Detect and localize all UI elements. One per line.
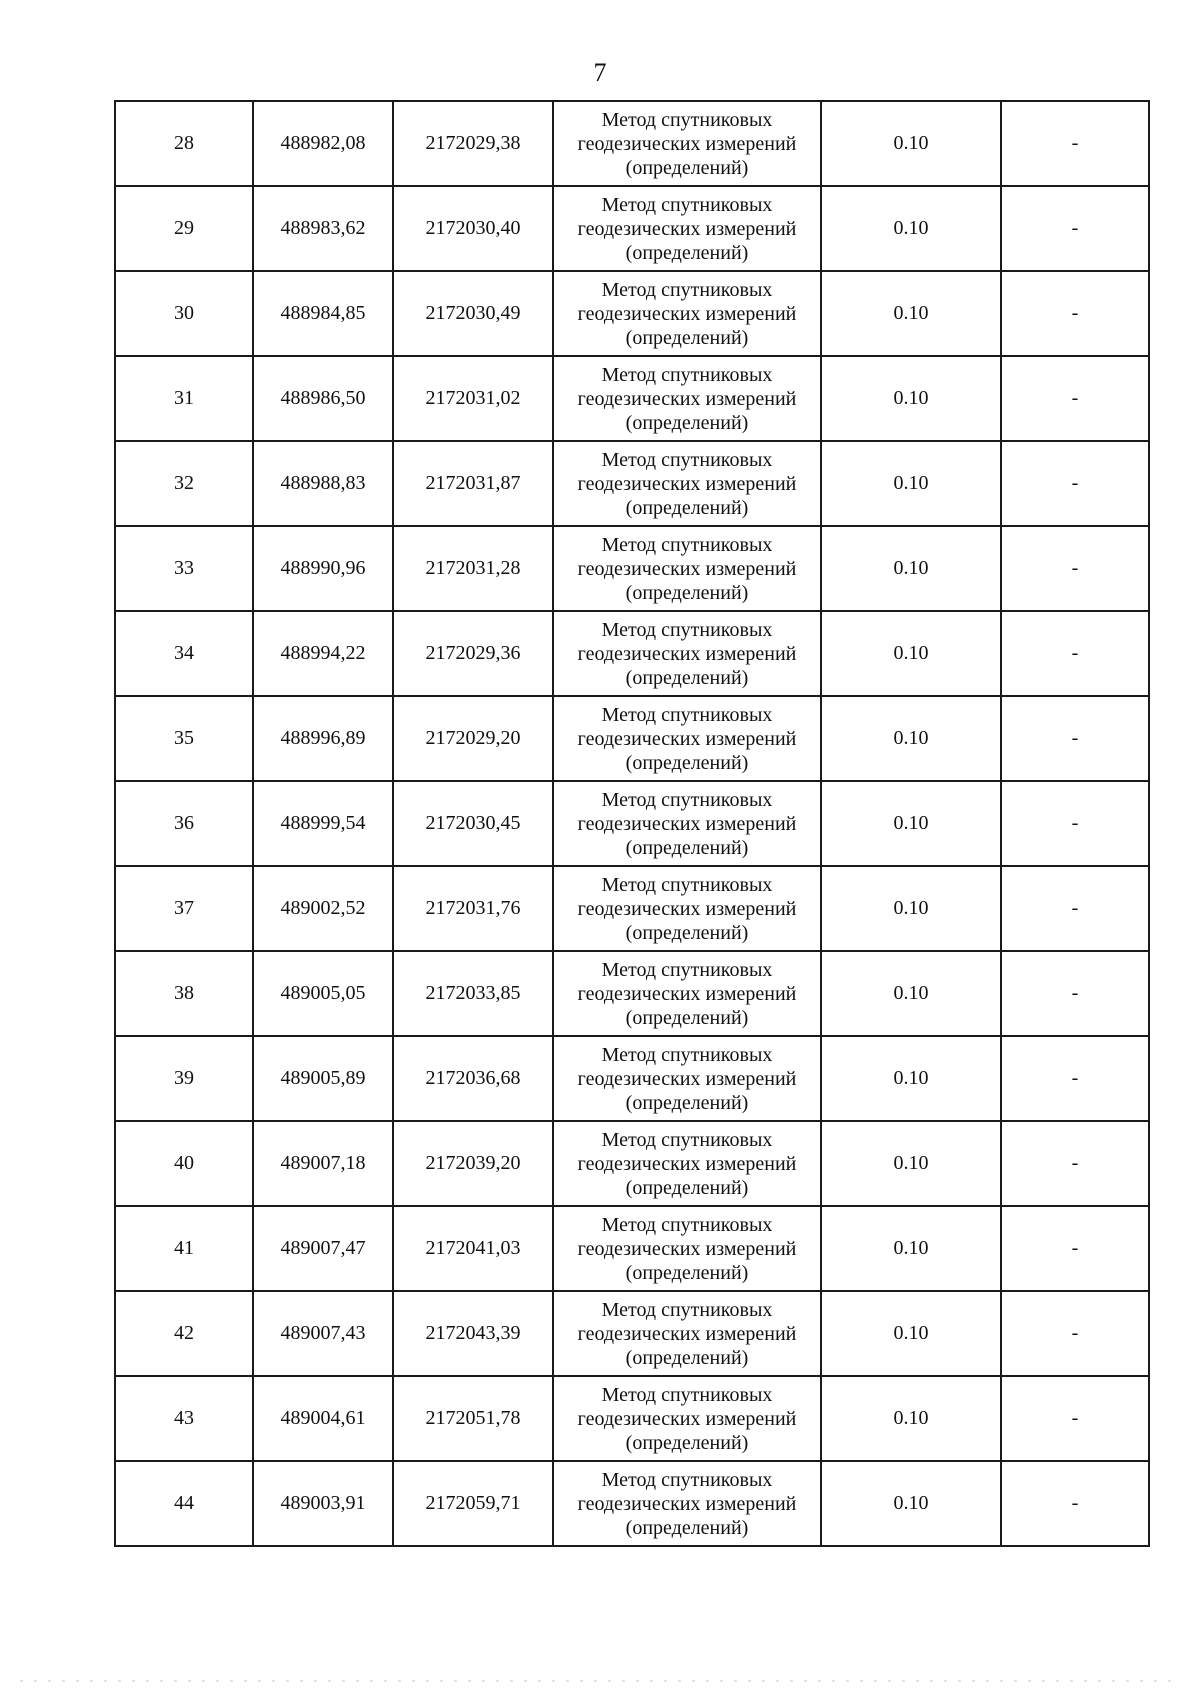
page-number: 7 [593,58,607,87]
method-line: Метод спутниковых [601,363,773,386]
point-number-cell: 28 [115,101,253,186]
accuracy-cell: 0.10 [821,781,1001,866]
point-number-cell: 37 [115,866,253,951]
method-line: Метод спутниковых [601,618,773,641]
accuracy-cell: 0.10 [821,1376,1001,1461]
x-coordinate-cell: 488990,96 [253,526,393,611]
method-line: (определений) [625,326,749,349]
method-cell [553,1291,821,1376]
method-cell [553,781,821,866]
x-coordinate-cell: 488986,50 [253,356,393,441]
note-cell: - [1001,441,1149,526]
note-cell: - [1001,1461,1149,1546]
x-coordinate-cell: 489005,05 [253,951,393,1036]
accuracy-cell: 0.10 [821,696,1001,781]
table-row [115,356,1149,441]
y-coordinate-cell: 2172059,71 [393,1461,553,1546]
method-line: Метод спутниковых [601,1468,773,1491]
table-row [115,1291,1149,1376]
accuracy-cell: 0.10 [821,356,1001,441]
x-coordinate-cell: 488999,54 [253,781,393,866]
method-line: геодезических измерений [577,387,797,410]
x-coordinate-cell: 488982,08 [253,101,393,186]
table-row [115,696,1149,781]
y-coordinate-cell: 2172030,40 [393,186,553,271]
method-line: геодезических измерений [577,897,797,920]
method-line: (определений) [625,666,749,689]
method-cell [553,951,821,1036]
method-line: Метод спутниковых [601,1383,773,1406]
note-cell: - [1001,1291,1149,1376]
method-line: геодезических измерений [577,982,797,1005]
point-number-cell: 35 [115,696,253,781]
method-line: геодезических измерений [577,1067,797,1090]
y-coordinate-cell: 2172036,68 [393,1036,553,1121]
point-number-cell: 29 [115,186,253,271]
method-line: Метод спутниковых [601,108,773,131]
method-line: геодезических измерений [577,1407,797,1430]
y-coordinate-cell: 2172041,03 [393,1206,553,1291]
method-line: геодезических измерений [577,132,797,155]
point-number-cell: 36 [115,781,253,866]
method-line: (определений) [625,156,749,179]
method-line: Метод спутниковых [601,533,773,556]
method-cell [553,611,821,696]
x-coordinate-cell: 489007,18 [253,1121,393,1206]
accuracy-cell: 0.10 [821,1036,1001,1121]
table-row [115,441,1149,526]
x-coordinate-cell: 489007,47 [253,1206,393,1291]
method-line: (определений) [625,1006,749,1029]
method-line: геодезических измерений [577,812,797,835]
scan-artifact-line [20,1680,1180,1682]
accuracy-cell: 0.10 [821,186,1001,271]
point-number-cell: 34 [115,611,253,696]
accuracy-cell: 0.10 [821,951,1001,1036]
accuracy-cell: 0.10 [821,1291,1001,1376]
x-coordinate-cell: 489003,91 [253,1461,393,1546]
table-row [115,186,1149,271]
method-line: (определений) [625,751,749,774]
table-row [115,271,1149,356]
y-coordinate-cell: 2172043,39 [393,1291,553,1376]
point-number-cell: 41 [115,1206,253,1291]
x-coordinate-cell: 489005,89 [253,1036,393,1121]
method-line: Метод спутниковых [601,1128,773,1151]
note-cell: - [1001,186,1149,271]
method-line: Метод спутниковых [601,1213,773,1236]
method-line: Метод спутниковых [601,448,773,471]
y-coordinate-cell: 2172029,20 [393,696,553,781]
method-line: Метод спутниковых [601,788,773,811]
method-line: (определений) [625,1261,749,1284]
method-line: (определений) [625,921,749,944]
note-cell: - [1001,696,1149,781]
method-cell [553,1376,821,1461]
y-coordinate-cell: 2172031,76 [393,866,553,951]
method-cell [553,866,821,951]
method-line: геодезических измерений [577,302,797,325]
accuracy-cell: 0.10 [821,1461,1001,1546]
note-cell: - [1001,271,1149,356]
method-line: геодезических измерений [577,1237,797,1260]
coordinates-table-body [115,101,1149,1546]
method-line: геодезических измерений [577,1492,797,1515]
point-number-cell: 31 [115,356,253,441]
table-row [115,866,1149,951]
note-cell: - [1001,1036,1149,1121]
method-line: (определений) [625,496,749,519]
method-cell [553,271,821,356]
method-line: Метод спутниковых [601,278,773,301]
method-line: геодезических измерений [577,472,797,495]
method-line: Метод спутниковых [601,873,773,896]
method-line: (определений) [625,411,749,434]
method-line: (определений) [625,1516,749,1539]
accuracy-cell: 0.10 [821,611,1001,696]
method-cell [553,526,821,611]
x-coordinate-cell: 489004,61 [253,1376,393,1461]
point-number-cell: 39 [115,1036,253,1121]
method-cell [553,186,821,271]
table-row [115,1036,1149,1121]
method-line: геодезических измерений [577,727,797,750]
x-coordinate-cell: 488988,83 [253,441,393,526]
table-row [115,101,1149,186]
method-line: Метод спутниковых [601,193,773,216]
method-line: геодезических измерений [577,217,797,240]
accuracy-cell: 0.10 [821,866,1001,951]
note-cell: - [1001,951,1149,1036]
note-cell: - [1001,1206,1149,1291]
point-number-cell: 44 [115,1461,253,1546]
y-coordinate-cell: 2172030,45 [393,781,553,866]
method-cell [553,101,821,186]
accuracy-cell: 0.10 [821,101,1001,186]
accuracy-cell: 0.10 [821,526,1001,611]
y-coordinate-cell: 2172051,78 [393,1376,553,1461]
method-line: геодезических измерений [577,557,797,580]
y-coordinate-cell: 2172039,20 [393,1121,553,1206]
table-row [115,1206,1149,1291]
point-number-cell: 43 [115,1376,253,1461]
method-cell [553,356,821,441]
method-line: геодезических измерений [577,1152,797,1175]
y-coordinate-cell: 2172031,87 [393,441,553,526]
point-number-cell: 42 [115,1291,253,1376]
table-row [115,611,1149,696]
note-cell: - [1001,866,1149,951]
x-coordinate-cell: 489007,43 [253,1291,393,1376]
table-row [115,951,1149,1036]
coordinates-table [114,100,1150,1547]
accuracy-cell: 0.10 [821,441,1001,526]
method-line: (определений) [625,1091,749,1114]
x-coordinate-cell: 489002,52 [253,866,393,951]
table-row [115,1461,1149,1546]
y-coordinate-cell: 2172033,85 [393,951,553,1036]
method-cell [553,696,821,781]
note-cell: - [1001,1376,1149,1461]
method-line: геодезических измерений [577,642,797,665]
point-number-cell: 40 [115,1121,253,1206]
method-line: Метод спутниковых [601,703,773,726]
point-number-cell: 30 [115,271,253,356]
method-line: (определений) [625,1176,749,1199]
point-number-cell: 32 [115,441,253,526]
note-cell: - [1001,356,1149,441]
note-cell: - [1001,781,1149,866]
method-line: (определений) [625,1431,749,1454]
method-line: Метод спутниковых [601,1043,773,1066]
accuracy-cell: 0.10 [821,271,1001,356]
table-row [115,1121,1149,1206]
accuracy-cell: 0.10 [821,1206,1001,1291]
method-line: (определений) [625,836,749,859]
method-cell [553,441,821,526]
x-coordinate-cell: 488994,22 [253,611,393,696]
method-cell [553,1206,821,1291]
point-number-cell: 38 [115,951,253,1036]
method-cell [553,1121,821,1206]
x-coordinate-cell: 488983,62 [253,186,393,271]
y-coordinate-cell: 2172029,36 [393,611,553,696]
point-number-cell: 33 [115,526,253,611]
x-coordinate-cell: 488996,89 [253,696,393,781]
note-cell: - [1001,1121,1149,1206]
y-coordinate-cell: 2172029,38 [393,101,553,186]
method-line: (определений) [625,581,749,604]
y-coordinate-cell: 2172031,02 [393,356,553,441]
table-row [115,781,1149,866]
table-row [115,1376,1149,1461]
x-coordinate-cell: 488984,85 [253,271,393,356]
method-line: Метод спутниковых [601,958,773,981]
accuracy-cell: 0.10 [821,1121,1001,1206]
y-coordinate-cell: 2172030,49 [393,271,553,356]
method-cell [553,1461,821,1546]
method-cell [553,1036,821,1121]
note-cell: - [1001,101,1149,186]
method-line: (определений) [625,1346,749,1369]
note-cell: - [1001,611,1149,696]
method-line: Метод спутниковых [601,1298,773,1321]
table-row [115,526,1149,611]
method-line: (определений) [625,241,749,264]
method-line: геодезических измерений [577,1322,797,1345]
note-cell: - [1001,526,1149,611]
y-coordinate-cell: 2172031,28 [393,526,553,611]
